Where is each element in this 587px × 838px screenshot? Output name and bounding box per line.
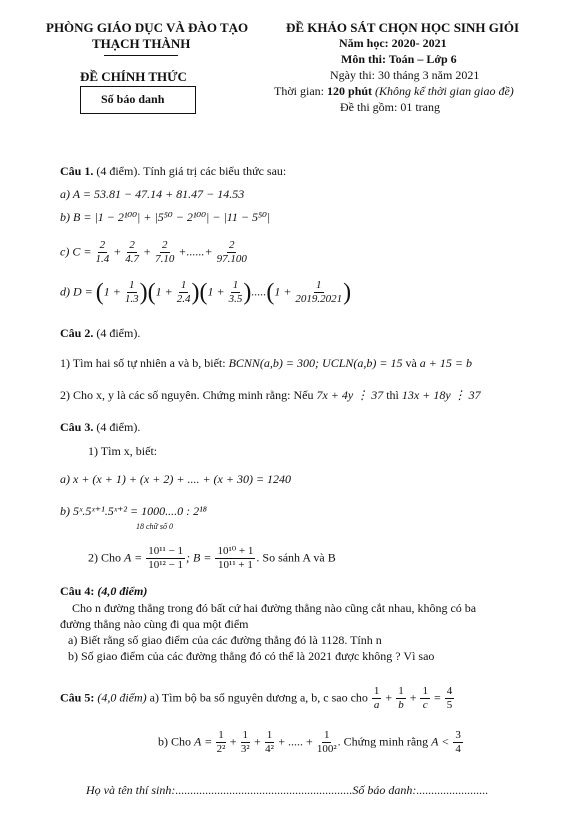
q2-heading: Câu 2. (4 điểm). <box>60 326 141 340</box>
q2-part2: 2) Cho x, y là các số nguyên. Chứng minh rằng: Nếu 7x + 4y ⋮ 37 thì 13x + 18y ⋮ 37 <box>60 388 481 402</box>
frac: $\frac{2}{1.4}$ <box>95 239 110 265</box>
frac: $\frac{2}{4.7}$ <box>125 239 140 265</box>
exam-date: Ngày thi: 30 tháng 3 năm 2021 <box>330 68 480 82</box>
frac: $\frac{1}{2.4}$ <box>176 279 191 305</box>
frac: $\frac{1}{2019.2021}$ <box>295 279 343 305</box>
q4-heading: Câu 4: (4,0 điểm) <box>60 584 148 598</box>
q4-line2: đường thẳng nào cùng đi qua một điểm <box>60 617 249 631</box>
sbd-box-label: Số báo danh <box>101 92 165 106</box>
official-label: ĐỀ CHÍNH THỨC <box>80 69 187 84</box>
q3-part1: 1) Tìm x, biết: <box>88 444 158 458</box>
page-count: Đề thi gồm: 01 trang <box>340 100 440 114</box>
frac: $\frac{\text{10¹¹ − 1}}{\text{10¹² − 1}}$ <box>148 545 184 571</box>
header-underline <box>104 55 178 56</box>
frac: $\frac{2}{97.100}$ <box>216 239 247 265</box>
frac: $\frac{1}{1.3}$ <box>124 279 139 305</box>
frac: $\frac{\text{10¹⁰ + 1}}{\text{10¹¹ + 1}}$ <box>217 545 254 571</box>
q2-part1: 1) Tìm hai số tự nhiên a và b, biết: BCNN(a,b) = 300; UCLN(a,b) = 15 và a + 15 = b <box>60 356 472 370</box>
frac: $\frac{1}{\text{3²}}$ <box>240 729 250 755</box>
frac: $\frac{1}{\text{4²}}$ <box>265 729 274 755</box>
q5-b: b) Cho A = $\frac{1}{\text{2²}}$ + $\frac{1}{\text{3²}}$ + $\frac{1}{\text{4²}}$ + ..... + $\frac{1}{\text{100²}}$ . Chứng minh rằng A < $\frac{3}{4}$ <box>158 729 461 755</box>
q3-b-underbrace: 18 chữ số 0 <box>136 522 174 531</box>
dept-line2: THẠCH THÀNH <box>92 36 191 51</box>
q5-heading: Câu 5: (4,0 điểm) a) Tìm bộ ba số nguyên dương a, b, c sao cho $\frac{1}{a}$ + $\frac{1}{b}$ + $\frac{1}{c}$ = $\frac{4}{5}$ <box>60 685 453 711</box>
candidate-info-line: Họ và tên thí sinh:...........................................................Số báo danh:........................ <box>86 783 489 797</box>
q1-heading: Câu 1. (4 điểm). Tính giá trị các biểu thức sau: <box>60 164 287 178</box>
frac: $\frac{1}{a}$ <box>373 685 380 711</box>
frac: $\frac{1}{b}$ <box>398 685 404 711</box>
exam-title: ĐỀ KHẢO SÁT CHỌN HỌC SINH GIỎI <box>286 20 520 35</box>
q1-a: a) A = 53.81 − 47.14 + 81.47 − 14.53 <box>60 187 245 201</box>
q3-heading: Câu 3. (4 điểm). <box>60 420 141 434</box>
q1-b: b) B = |1 − 2¹⁰⁰| + |5⁵⁰ − 2¹⁰⁰| − |11 − 5⁵⁰| <box>60 210 271 224</box>
frac: $\frac{1}{\text{100²}}$ <box>316 729 337 755</box>
q4-a: a) Biết rằng số giao điểm của các đường thẳng đó là 1128. Tính n <box>68 633 382 647</box>
q1-c: c) C = $\frac{2}{1.4}$ + $\frac{2}{4.7}$ + $\frac{2}{7.10}$ +......+ $\frac{2}{97.100}$ <box>60 239 247 265</box>
frac: $\frac{4}{5}$ <box>446 685 453 711</box>
dept-line1: PHÒNG GIÁO DỤC VÀ ĐÀO TẠO <box>46 20 249 35</box>
frac: $\frac{1}{\text{2²}}$ <box>216 729 226 755</box>
q4-line1: Cho n đường thẳng trong đó bất cứ hai đường thẳng nào cũng cắt nhau, không có ba <box>72 601 477 615</box>
q3-a: a) x + (x + 1) + (x + 2) + .... + (x + 30) = 1240 <box>60 472 292 486</box>
q3-b: b) 5ˣ.5ˣ⁺¹.5ˣ⁺² = 1000....0 : 2¹⁸ <box>60 504 207 518</box>
frac: $\frac{2}{7.10}$ <box>155 239 175 265</box>
q3-part2: 2) Cho A = $\frac{\text{10¹¹ − 1}}{\text{10¹² − 1}}$ ; B = $\frac{\text{10¹⁰ + 1}}{\text{10¹¹ + 1}}$ . So sánh A và B <box>88 545 336 571</box>
frac: $\frac{1}{3.5}$ <box>228 279 243 305</box>
frac: $\frac{3}{4}$ <box>455 729 461 755</box>
exam-time: Thời gian: 120 phút (Không kể thời gian giao đề) <box>274 84 514 98</box>
frac: $\frac{1}{c}$ <box>422 685 428 711</box>
subject: Môn thi: Toán – Lớp 6 <box>341 52 457 66</box>
school-year: Năm học: 2020- 2021 <box>339 36 447 50</box>
q1-d: d) D = (1 + $\frac{1}{1.3}$ )(1 + $\frac{1}{2.4}$ )(1 + $\frac{1}{3.5}$ ).....(1 + $\frac{1}{2019.2021}$ ) <box>60 279 352 306</box>
q4-b: b) Số giao điểm của các đường thẳng đó có thể là 2021 được không ? Vì sao <box>68 649 435 663</box>
